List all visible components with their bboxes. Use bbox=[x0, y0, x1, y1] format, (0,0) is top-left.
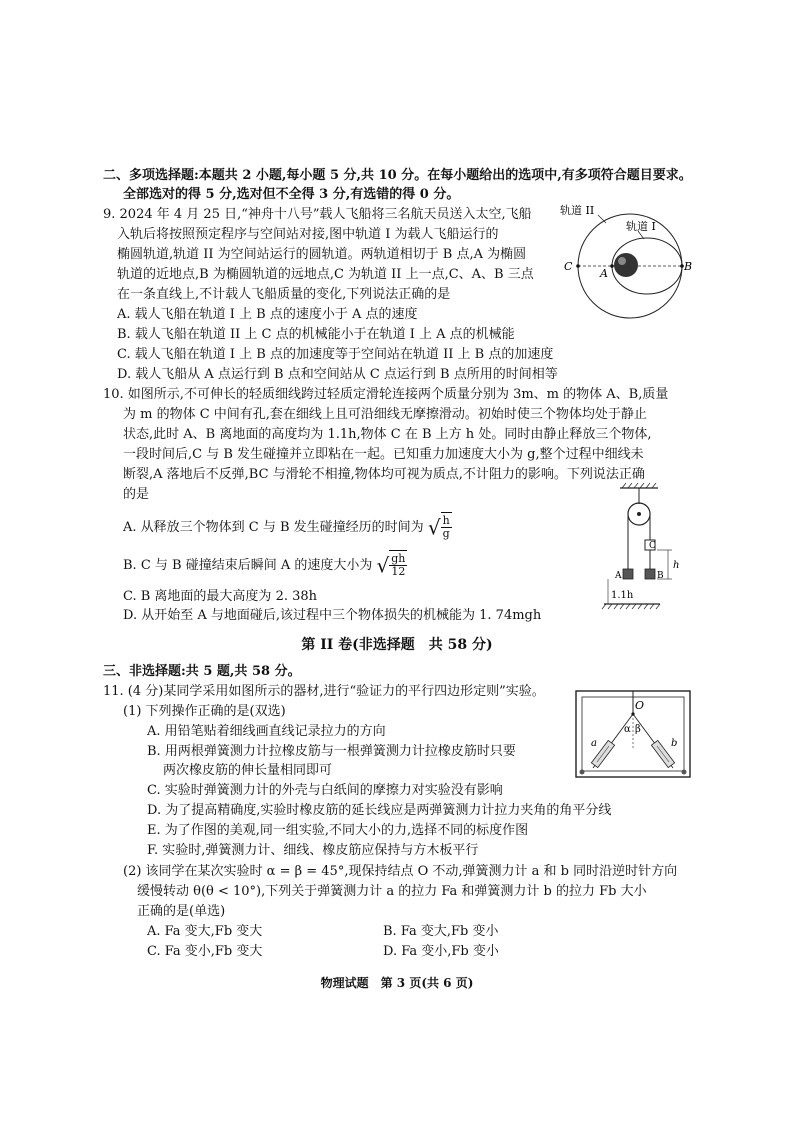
q9-option: D. 载人飞船从 A 点运行到 B 点和空间站从 C 点运行到 B 点所用的时间相等 bbox=[117, 367, 558, 382]
q11-sub2-line: 缓慢转动 θ(θ < 10°),下列关于弹簧测力计 a 的拉力 Fa 和弹簧测力计 b 的拉力 Fb 大小 bbox=[137, 884, 647, 899]
q11-sub2-option: A. Fa 变大,Fb 变大 bbox=[147, 924, 263, 939]
q10-line: 断裂,A 落地后不反弹,BC 与滑轮不相撞,物体均可视为质点,不计阻力的影响。下列说法正确 bbox=[123, 467, 645, 482]
frac-den: 12 bbox=[391, 565, 406, 578]
frac-num: h bbox=[442, 514, 450, 527]
q10-option-a bbox=[123, 512, 452, 543]
q10-option-c: C. B 离地面的最大高度为 2. 38h bbox=[123, 589, 318, 604]
part2-title: 第 II 卷(非选择题 共 58 分) bbox=[301, 637, 493, 653]
sqrt-fraction: √ $\frac{gh}{12}$ bbox=[377, 550, 408, 581]
q10-option-a-text: A. 从释放三个物体到 C 与 B 发生碰撞经历的时间为 bbox=[123, 520, 424, 535]
q9-line: 轨道的近地点,B 为椭圆轨道的远地点,C 为轨道 II 上一点,C、A、B 三点 bbox=[117, 267, 534, 282]
label-o: O bbox=[635, 699, 645, 712]
q11-option: B. 用两根弹簧测力计拉橡皮筋与一根弹簧测力计拉橡皮筋时只要 bbox=[147, 744, 516, 759]
q11-option: F. 实验时,弹簧测力计、细线、橡皮筋应保持与方木板平行 bbox=[147, 843, 479, 858]
q9-option: B. 载人飞船在轨道 II 上 C 点的机械能小于在轨道 I 上 A 点的机械能 bbox=[117, 327, 515, 342]
q10-line: 状态,此时 A、B 离地面的高度均为 1.1h,物体 C 在 B 上方 h 处。同时由静止释放三个物体, bbox=[123, 427, 652, 442]
q11-option: A. 用铅笔贴着细线画直线记录拉力的方向 bbox=[147, 724, 386, 739]
point-a-label: A bbox=[600, 267, 608, 280]
q10-line: 的是 bbox=[123, 487, 150, 502]
q10-option-b-text: B. C 与 B 碰撞结束后瞬间 A 的速度大小为 bbox=[123, 558, 373, 573]
label-a: A bbox=[615, 571, 622, 581]
sqrt-fraction: √ $\frac{h}{g}$ bbox=[428, 512, 452, 543]
earth-icon bbox=[614, 253, 638, 277]
q9-option: A. 载人飞船在轨道 I 上 B 点的速度小于 A 点的速度 bbox=[117, 307, 418, 322]
section3-header: 三、非选择题:共 5 题,共 58 分。 bbox=[103, 664, 301, 679]
q10-line: 为 m 的物体 C 中间有孔,套在细线上且可沿细线无摩擦滑动。初始时使三个物体均处于静止 bbox=[123, 407, 647, 422]
label-11h: 1.1h bbox=[611, 590, 634, 601]
frac-num: gh bbox=[391, 552, 406, 565]
q11-sub1: (1) 下列操作正确的是(双选) bbox=[123, 704, 286, 719]
label-beta: β bbox=[635, 724, 641, 735]
section2-header-line2: 全部选对的得 5 分,选对但不全得 3 分,有选错的得 0 分。 bbox=[123, 187, 460, 202]
label-a: a bbox=[591, 738, 597, 749]
q11-sub2-line: (2) 该同学在某次实验时 α = β = 45°,现保持结点 O 不动,弹簧测力计 a 和 b 同时沿逆时针方向 bbox=[123, 864, 678, 879]
q11-option: C. 实验时弹簧测力计的外壳与白纸间的摩擦力对实验没有影响 bbox=[147, 783, 503, 798]
label-b: b bbox=[671, 738, 678, 749]
q9-option: C. 载人飞船在轨道 I 上 B 点的加速度等于空间站在轨道 II 上 B 点的加速度 bbox=[117, 347, 554, 362]
pulley-diagram bbox=[600, 480, 690, 620]
q9-line: 椭圆轨道,轨道 II 为空间站运行的圆轨道。两轨道相切于 B 点,A 为椭圆 bbox=[117, 247, 527, 262]
q11-sub2-option: D. Fa 变小,Fb 变小 bbox=[383, 944, 499, 959]
label-h: h bbox=[673, 560, 680, 571]
q11-sub2-line: 正确的是(单选) bbox=[137, 904, 226, 919]
point-b-label: B bbox=[684, 260, 693, 273]
q11-option: D. 为了提高精确度,实验时橡皮筋的延长线应是两弹簧测力计拉力夹角的角平分线 bbox=[147, 803, 612, 818]
q9-line: 在一条直线上,不计载人飞船质量的变化,下列说法正确的是 bbox=[117, 287, 451, 302]
force-board-diagram bbox=[573, 688, 693, 780]
q11-sub2-option: C. Fa 变小,Fb 变大 bbox=[147, 944, 263, 959]
label-c: C bbox=[649, 541, 656, 551]
orbit-1-label: 轨道 I bbox=[626, 220, 656, 233]
q10-line: 10. 如图所示,不可伸长的轻质细线跨过轻质定滑轮连接两个质量分别为 3m、m 的物体 A、B,质量 bbox=[103, 387, 669, 402]
point-a-dot bbox=[610, 264, 614, 268]
block-a bbox=[623, 569, 633, 579]
section2-header-line1: 二、多项选择题:本题共 2 小题,每小题 5 分,共 10 分。在每小题给出的选项中,有多项符合题目要求。 bbox=[103, 168, 692, 183]
q10-option-d: D. 从开始至 A 与地面碰后,该过程中三个物体损失的机械能为 1. 74mgh bbox=[123, 608, 542, 623]
q11-option: E. 为了作图的美观,同一组实验,不同大小的力,选择不同的标度作图 bbox=[147, 823, 529, 838]
q11-line1: 11. (4 分)某同学采用如图所示的器材,进行“验证力的平行四边形定则”实验。 bbox=[103, 684, 545, 699]
q10-line: 一段时间后,C 与 B 发生碰撞并立即粘在一起。已知重力加速度大小为 g,整个过程中细线未 bbox=[123, 447, 644, 462]
label-alpha: α bbox=[624, 724, 631, 735]
orbit-diagram bbox=[560, 203, 695, 323]
point-c-label: C bbox=[564, 260, 573, 273]
label-b: B bbox=[657, 571, 664, 581]
q11-sub2-option: B. Fa 变大,Fb 变小 bbox=[383, 924, 499, 939]
point-c-dot bbox=[576, 264, 580, 268]
q9-line: 9. 2024 年 4 月 25 日,“神舟十八号”载人飞船将三名航天员送入太空,飞船 bbox=[103, 207, 532, 222]
page-footer: 物理试题 第 3 页(共 6 页) bbox=[320, 976, 474, 990]
frac-den: g bbox=[442, 527, 450, 540]
q9-line: 入轨后将按照预定程序与空间站对接,图中轨道 I 为载人飞船运行的 bbox=[117, 227, 499, 242]
block-b bbox=[645, 569, 655, 579]
q10-option-b bbox=[123, 550, 407, 581]
q11-option: 两次橡皮筋的伸长量相同即可 bbox=[163, 763, 333, 778]
orbit-2-label: 轨道 II bbox=[560, 204, 595, 217]
